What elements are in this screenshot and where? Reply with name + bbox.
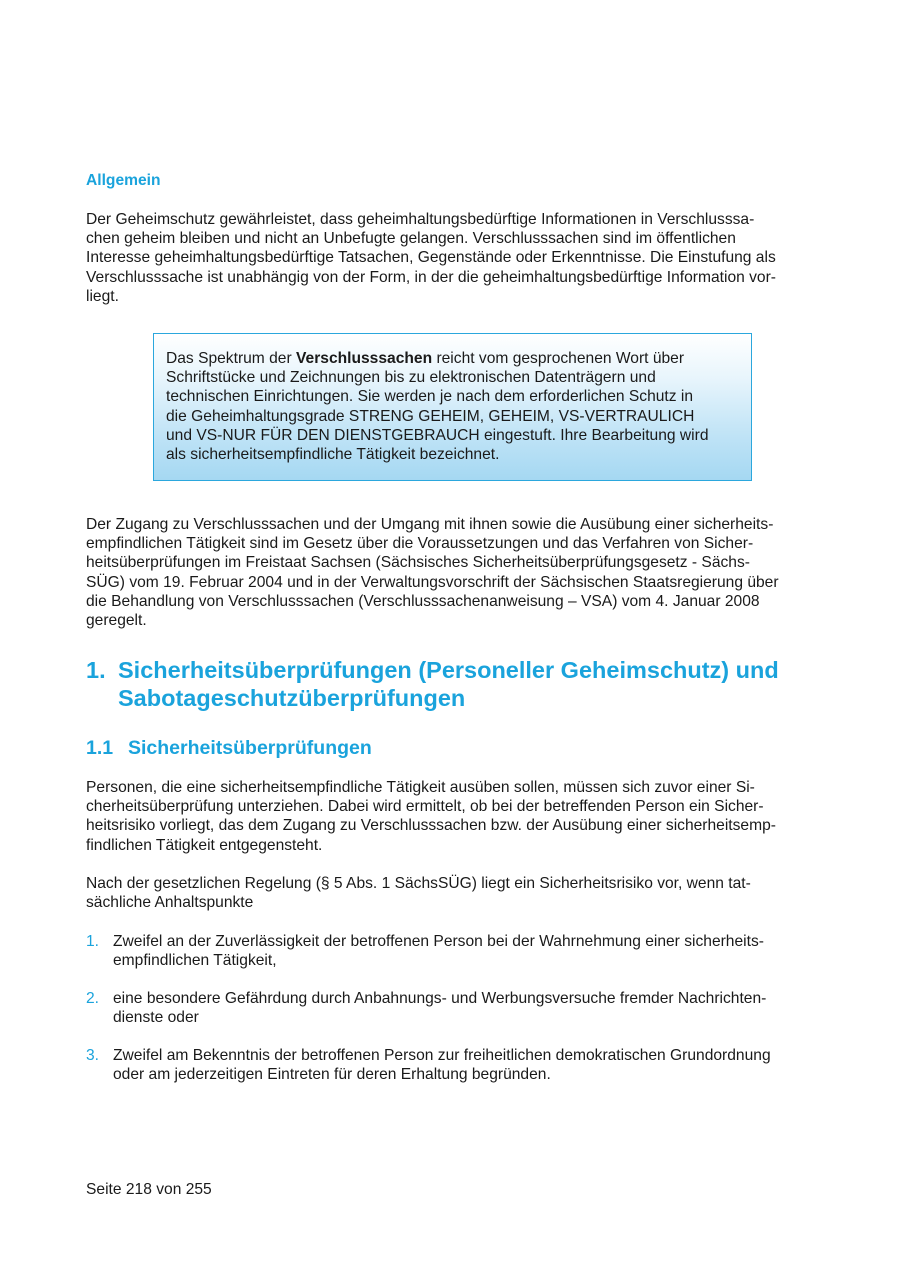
infobox-line: als sicherheitsempfindliche Tätigkeit bezeichnet. bbox=[166, 446, 500, 464]
chapter-title-line: Sabotageschutzüberprüfungen bbox=[118, 685, 466, 711]
list-item-text bbox=[113, 932, 814, 970]
chapter-number: 1. bbox=[86, 657, 106, 683]
infobox-prefix: Das Spektrum der bbox=[166, 350, 296, 367]
infobox-line: die Geheimhaltungsgrade STRENG GEHEIM, GEHEIM, VS-VERTRAULICH bbox=[166, 407, 695, 425]
chapter-title-line: Sicherheitsüberprüfungen (Personeller Geheimschutz) und bbox=[118, 657, 779, 683]
text-line: empfindlichen Tätigkeit, bbox=[113, 952, 277, 970]
infobox-line: technischen Einrichtungen. Sie werden je nach dem erforderlichen Schutz in bbox=[166, 388, 694, 406]
page-number: Seite 218 von 255 bbox=[86, 1181, 212, 1198]
list-item-text bbox=[113, 989, 814, 1027]
text-line: chen geheim bleiben und nicht an Unbefugte gelangen. Verschlusssachen sind im öffentlichen bbox=[86, 230, 736, 248]
text-line: Interesse geheimhaltungsbedürftige Tatsachen, Gegenstände oder Erkenntnisse. Die Einstufung als bbox=[86, 249, 776, 267]
text-line: liegt. bbox=[86, 287, 119, 305]
infobox-bold-term: Verschlusssachen bbox=[296, 350, 433, 367]
text-line: eine besondere Gefährdung durch Anbahnungs- und Werbungsversuche fremder Nachrichten- bbox=[113, 990, 767, 1007]
legal-paragraph bbox=[86, 874, 814, 912]
text-line: heitsüberprüfungen im Freistaat Sachsen (Sächsisches Sicherheitsüberprüfungsgesetz - Sächs- bbox=[86, 554, 750, 572]
list-marker: 1. bbox=[86, 933, 100, 950]
text-line: Der Geheimschutz gewährleistet, dass geheimhaltungsbedürftige Informationen in Verschlusssa- bbox=[86, 211, 755, 228]
text-line: Personen, die eine sicherheitsempfindliche Tätigkeit ausüben sollen, müssen sich zuvor einer Si- bbox=[86, 779, 755, 796]
infobox-text bbox=[166, 349, 739, 368]
intro-paragraph bbox=[86, 210, 814, 306]
text-line: Nach der gesetzlichen Regelung (§ 5 Abs. 1 SächsSÜG) liegt ein Sicherheitsrisiko vor, wenn tat- bbox=[86, 875, 751, 892]
text-line: Der Zugang zu Verschlusssachen und der Umgang mit ihnen sowie die Ausübung einer sicherheits- bbox=[86, 516, 774, 533]
text-line: sächliche Anhaltspunkte bbox=[86, 894, 254, 912]
text-line: empfindlichen Tätigkeit sind im Gesetz über die Voraussetzungen und das Verfahren von Sicher- bbox=[86, 535, 754, 553]
document-page bbox=[86, 0, 814, 1273]
infobox-line: und VS-NUR FÜR DEN DIENSTGEBRAUCH eingestuft. Ihre Bearbeitung wird bbox=[166, 426, 709, 444]
infobox-line: Schriftstücke und Zeichnungen bis zu elektronischen Datenträgern und bbox=[166, 369, 656, 387]
list-item bbox=[86, 989, 814, 1027]
section-heading bbox=[86, 736, 372, 760]
list-item bbox=[86, 1046, 814, 1084]
text-line: heitsrisiko vorliegt, das dem Zugang zu Verschlusssachen bzw. der Ausübung einer sicherheitsemp- bbox=[86, 817, 776, 835]
text-line: die Behandlung von Verschlusssachen (Verschlusssachenanweisung – VSA) vom 4. Januar 2008 bbox=[86, 592, 760, 610]
list-item-text bbox=[113, 1046, 814, 1084]
text-line: cherheitsüberprüfung unterziehen. Dabei wird ermittelt, ob bei der betreffenden Person ein Sicher- bbox=[86, 798, 764, 816]
list-item bbox=[86, 932, 814, 970]
text-line: Zweifel an der Zuverlässigkeit der betroffenen Person bei der Wahrnehmung einer sicherheits- bbox=[113, 933, 764, 950]
text-line: Zweifel am Bekenntnis der betroffenen Person zur freiheitlichen demokratischen Grundordnung bbox=[113, 1047, 771, 1064]
section-number: 1.1 bbox=[86, 737, 114, 759]
classified-info-box bbox=[153, 333, 752, 481]
text-line: Verschlusssache ist unabhängig von der Form, in der die geheimhaltungsbedürftige Information vor- bbox=[86, 268, 776, 286]
section-title: Sicherheitsüberprüfungen bbox=[128, 737, 372, 759]
section-label: Allgemein bbox=[86, 172, 161, 189]
list-marker: 2. bbox=[86, 990, 100, 1007]
text-line: oder am jederzeitigen Eintreten für deren Erhaltung begründen. bbox=[113, 1066, 551, 1084]
access-paragraph bbox=[86, 515, 814, 630]
text-line: geregelt. bbox=[86, 612, 147, 630]
infobox-line-rest: reicht vom gesprochenen Wort über bbox=[432, 350, 685, 367]
security-paragraph bbox=[86, 778, 814, 855]
text-line: SÜG) vom 19. Februar 2004 und in der Verwaltungsvorschrift der Sächsischen Staatsregierung über bbox=[86, 573, 779, 591]
list-marker: 3. bbox=[86, 1047, 100, 1064]
text-line: findlichen Tätigkeit entgegensteht. bbox=[86, 836, 323, 854]
text-line: dienste oder bbox=[113, 1009, 199, 1027]
chapter-heading bbox=[86, 656, 814, 712]
